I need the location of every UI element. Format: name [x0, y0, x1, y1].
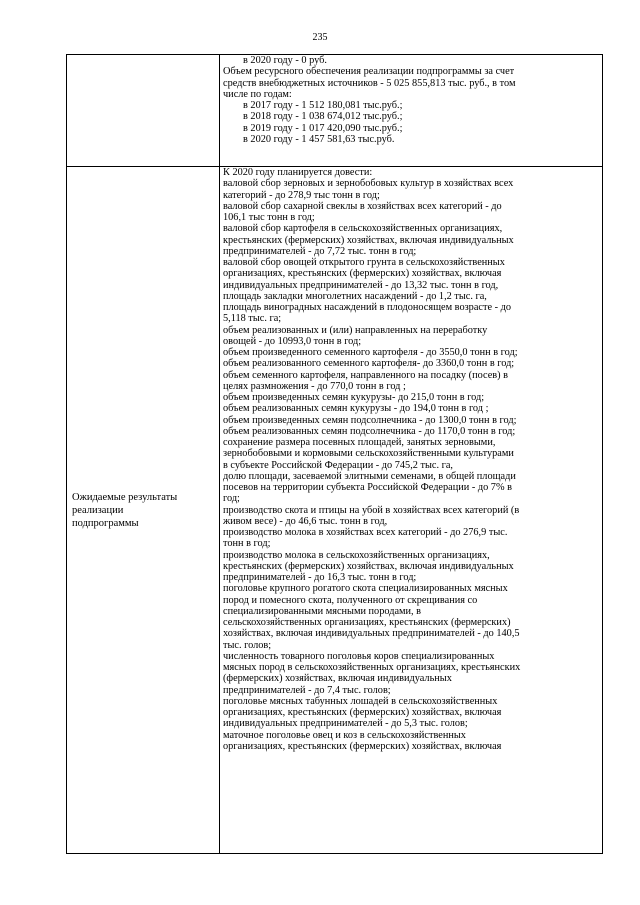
result-text-line: год;: [223, 493, 240, 505]
result-text-line: в субъекте Российской Федерации - до 745,2 тыс. га,: [223, 459, 454, 471]
result-text-line: (фермерских) хозяйствах, включая индивидуальных: [223, 673, 452, 685]
result-text-line: объем семенного картофеля, направленного на посадку (посев) в: [223, 369, 508, 381]
result-text-line: индивидуальных предпринимателей - до 13,32 тыс. тонн в год,: [223, 279, 499, 291]
result-text-line: объем реализованных семян подсолнечника - до 1170,0 тонн в год;: [223, 425, 516, 437]
result-text-line: мясных пород в сельскохозяйственных организациях, крестьянских: [223, 662, 521, 673]
funding-row: [67, 55, 603, 167]
result-text-line: пород и помесного скота, полученного от скрещивания со: [223, 594, 478, 606]
result-text-line: предпринимателей - до 7,4 тыс. голов;: [223, 684, 391, 696]
result-text-line: крестьянских (фермерских) хозяйствах, включая индивидуальных: [223, 560, 514, 572]
result-text-line: производство скота и птицы на убой в хозяйствах всех категорий (в: [223, 504, 520, 516]
funding-text-line: в 2017 году - 1 512 180,081 тыс.руб.;: [243, 100, 403, 111]
result-text-line: объем реализованных и (или) направленных на переработку: [223, 324, 488, 336]
result-text-line: организациях, крестьянских (фермерских) хозяйствах, включая: [223, 707, 502, 718]
funding-text-line: в 2020 году - 1 457 581,63 тыс.руб.: [243, 133, 395, 145]
result-text-line: численность товарного поголовья коров специализированных: [223, 650, 495, 662]
funding-label-cell: [67, 55, 220, 167]
result-text-line: поголовье мясных табунных лошадей в сельскохозяйственных: [223, 695, 498, 707]
result-text-line: долю площади, засеваемой элитными семенами, в общей площади: [223, 470, 516, 482]
result-text-line: крестьянских (фермерских) хозяйствах, включая индивидуальных: [223, 234, 514, 246]
result-text-line: посевов на территории субъекта Российской Федерации - до 7% в: [223, 482, 512, 493]
result-text-line: валовой сбор картофеля в сельскохозяйственных организациях,: [223, 223, 503, 235]
funding-text-line: в 2020 году - 0 руб.: [243, 55, 327, 66]
result-text-line: объем произведенных семян подсолнечника - до 1300,0 тонн в год;: [223, 414, 517, 426]
result-text-line: зернобобовыми и кормовыми сельскохозяйственными культурами: [223, 448, 514, 460]
result-text-line: площадь виноградных насаждений в плодоносящем возрасте - до: [223, 302, 512, 313]
results-content-cell: [220, 167, 603, 854]
funding-text-line: средств внебюджетных источников - 5 025 855,813 тыс. руб., в том: [223, 77, 516, 89]
results-label-cell: [67, 167, 220, 854]
funding-text-line: в 2019 году - 1 017 420,090 тыс.руб.;: [243, 122, 403, 134]
result-text-line: тыс. голов;: [223, 639, 272, 651]
results-label-line: Ожидаемые результаты: [72, 491, 178, 503]
result-text-line: валовой сбор зерновых и зернобобовых культур в хозяйствах всех: [223, 178, 514, 190]
results-row: [67, 167, 603, 854]
result-text-line: поголовье крупного рогатого скота специализированных мясных: [223, 583, 508, 595]
results-label: [70, 491, 217, 530]
result-text-line: предпринимателей - до 16,3 тыс. тонн в год;: [223, 572, 417, 583]
result-text-line: производство молока в хозяйствах всех категорий - до 276,9 тыс.: [223, 527, 508, 538]
result-text-line: специализированными мясными породами, в: [223, 605, 422, 617]
results-label-line: реализации: [72, 504, 124, 516]
result-text-line: индивидуальных предпринимателей - до 5,3 тыс. голов;: [223, 718, 468, 730]
page-number: 235: [312, 32, 328, 43]
result-text-line: тонн в год;: [223, 538, 271, 550]
result-text-line: организациях, крестьянских (фермерских) хозяйствах, включая: [223, 740, 502, 752]
result-text-line: сохранение размера посевных площадей, занятых зерновыми,: [223, 437, 496, 448]
result-text-line: живом весе) - до 46,6 тыс. тонн в год,: [223, 515, 388, 527]
result-text-line: производство молока в сельскохозяйственных организациях,: [223, 549, 490, 561]
funding-text-line: в 2018 году - 1 038 674,012 тыс.руб.;: [243, 111, 403, 123]
result-text-line: 5,118 тыс. га;: [223, 313, 282, 325]
result-text-line: категорий - до 278,9 тыс тонн в год;: [223, 189, 380, 201]
result-text-line: объем произведенного семенного картофеля - до 3550,0 тонн в год;: [223, 347, 518, 358]
result-text-line: овощей - до 10993,0 тонн в год;: [223, 335, 362, 347]
result-text-line: валовой сбор овощей открытого грунта в сельскохозяйственных: [223, 257, 505, 268]
subprogram-passport-table: [66, 54, 603, 854]
results-label-line: подпрограммы: [72, 517, 139, 529]
result-text-line: К 2020 году планируется довести:: [223, 167, 373, 178]
result-text-line: 106,1 тыс тонн в год;: [223, 212, 315, 223]
result-text-line: валовой сбор сахарной свеклы в хозяйствах всех категорий - до: [223, 200, 502, 212]
result-text-line: хозяйствах, включая индивидуальных предпринимателей - до 140,5: [223, 628, 520, 640]
result-text-line: маточное поголовье овец и коз в сельскохозяйственных: [223, 729, 466, 741]
result-text-line: сельскохозяйственных организациях, крестьянских (фермерских): [223, 617, 511, 628]
result-text-line: объем произведенных семян кукурузы- до 215,0 тонн в год;: [223, 392, 485, 403]
result-text-line: объем реализованного семенного картофеля- до 3360,0 тонн в год;: [223, 358, 515, 370]
result-text-line: предпринимателей - до 7,72 тыс. тонн в год;: [223, 245, 417, 257]
result-text-line: площадь закладки многолетних насаждений - до 1,2 тыс. га,: [223, 290, 487, 302]
funding-text-line: Объем ресурсного обеспечения реализации подпрограммы за счет: [223, 66, 515, 78]
funding-label: [70, 60, 72, 71]
result-text-line: организациях, крестьянских (фермерских) хозяйствах, включая: [223, 268, 502, 280]
result-text-line: целях размножения - до 770,0 тонн в год ;: [223, 380, 406, 392]
funding-text-line: числе по годам:: [223, 88, 292, 100]
funding-content-cell: [220, 55, 603, 167]
result-text-line: объем реализованных семян кукурузы - до 194,0 тонн в год ;: [223, 403, 489, 415]
